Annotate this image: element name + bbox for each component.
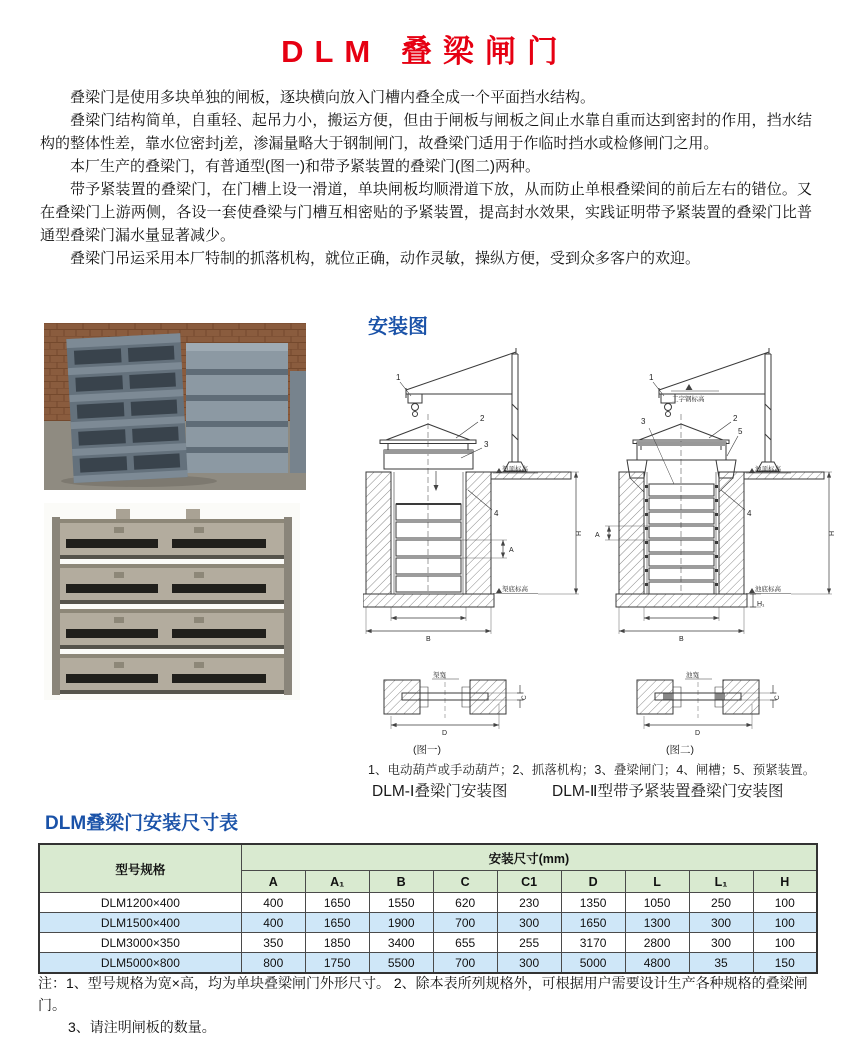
diagram-2-caption: DLM-Ⅱ型带予紧装置叠梁门安装图	[552, 783, 784, 800]
table-row	[39, 893, 817, 913]
value-cell: 230	[497, 893, 561, 913]
elevation-top-label: 池顶标高	[755, 466, 781, 473]
intro-paragraph: 叠梁门结构简单，自重轻、起吊力小，搬运方便，但由于闸板与闸板之间止水靠自重而达到密封的作用，挡水结构的整体性差，靠水位密封j差，渗漏量略大于钢制闸门，故叠梁门适用于作临时挡水或检修闸门之用。	[40, 112, 812, 152]
intro-paragraph: 带予紧装置的叠梁门，在门槽上设一滑道，单块闸板均顺滑道下放，从而防止单根叠梁间的前后左右的错位。又在叠梁门上游两侧，各设一套使叠梁与门槽互相密贴的予紧装置，提高封水效果，实践证明带予紧装置的叠梁门比普通型叠梁门漏水量显著减少。	[40, 181, 812, 244]
value-cell: 1750	[305, 953, 369, 974]
value-cell: 250	[689, 893, 753, 913]
model-cell: DLM3000×350	[39, 933, 241, 953]
table-row	[39, 933, 817, 953]
col-header: H	[753, 871, 817, 893]
value-cell: 1850	[305, 933, 369, 953]
callout-pretension: 5	[738, 427, 743, 436]
dim-b-label: B	[679, 636, 684, 643]
value-cell: 350	[241, 933, 305, 953]
elevation-bottom-label: 渠底标高	[502, 586, 528, 593]
col-header: C	[433, 871, 497, 893]
install-diagram-2	[595, 348, 836, 756]
product-photo-stacked-beams	[44, 503, 300, 700]
value-cell: 400	[241, 913, 305, 933]
model-cell: DLM1200×400	[39, 893, 241, 913]
install-diagram-1	[363, 348, 583, 756]
col-header: C1	[497, 871, 561, 893]
table-section-heading: DLM叠梁门安装尺寸表	[45, 813, 239, 834]
value-cell: 1650	[305, 913, 369, 933]
elevation-bottom-label: 池底标高	[755, 586, 781, 593]
col-group-header: 安装尺寸(mm)	[241, 844, 817, 871]
value-cell: 800	[241, 953, 305, 974]
value-cell: 100	[753, 913, 817, 933]
value-cell: 1900	[369, 913, 433, 933]
col-header: D	[561, 871, 625, 893]
intro-paragraph: 叠梁门吊运采用本厂特制的抓落机构，就位正确，动作灵敏，操纵方便，受到众多客户的欢迎。	[70, 250, 701, 267]
col-header-model: 型号规格	[39, 844, 241, 893]
value-cell: 1300	[625, 913, 689, 933]
intro-paragraph: 本厂生产的叠梁门，有普通型(图一)和带予紧装置的叠梁门(图二)两种。	[70, 158, 540, 175]
figure-1-label: (图一)	[413, 744, 441, 756]
plan-d-label: D	[442, 730, 448, 737]
value-cell: 4800	[625, 953, 689, 974]
intro-text	[40, 86, 812, 270]
value-cell: 3400	[369, 933, 433, 953]
value-cell: 100	[753, 933, 817, 953]
value-cell: 620	[433, 893, 497, 913]
value-cell: 1050	[625, 893, 689, 913]
diagram-1-caption: DLM-Ⅰ叠梁门安装图	[372, 783, 508, 800]
col-header: A₁	[305, 871, 369, 893]
value-cell: 35	[689, 953, 753, 974]
callout-grab: 2	[733, 414, 738, 423]
plan-c-label: C	[774, 695, 781, 700]
dim-b-label: B	[426, 636, 431, 643]
value-cell: 5500	[369, 953, 433, 974]
install-section-heading: 安装图	[368, 316, 428, 338]
value-cell: 255	[497, 933, 561, 953]
value-cell: 1650	[561, 913, 625, 933]
dimension-table	[38, 843, 818, 974]
value-cell: 700	[433, 913, 497, 933]
model-cell: DLM5000×800	[39, 953, 241, 974]
page-title: DLM 叠梁闸门	[281, 34, 569, 69]
callout-hoist: 1	[649, 373, 654, 382]
note-line-1: 注：1、型号规格为宽×高，均为单块叠梁闸门外形尺寸。 2、除本表所列规格外，可根据用户需要设计生产各种规格的叠梁闸门。	[38, 975, 808, 1013]
plan-d-label: D	[695, 730, 701, 737]
value-cell: 1350	[561, 893, 625, 913]
value-cell: 2800	[625, 933, 689, 953]
model-cell: DLM1500×400	[39, 913, 241, 933]
callout-grab: 2	[480, 414, 485, 423]
value-cell: 3170	[561, 933, 625, 953]
callout-slot: 4	[494, 509, 499, 518]
product-photo-gate-panels	[44, 323, 306, 490]
value-cell: 300	[497, 953, 561, 974]
value-cell: 300	[689, 933, 753, 953]
value-cell: 300	[689, 913, 753, 933]
plan-width-label: 池宽	[686, 672, 699, 679]
callout-slot: 4	[747, 509, 752, 518]
col-header: A	[241, 871, 305, 893]
dim-a-label: A	[509, 547, 514, 554]
value-cell: 700	[433, 953, 497, 974]
figure-2-label: (图二)	[666, 744, 694, 756]
value-cell: 1550	[369, 893, 433, 913]
col-header: B	[369, 871, 433, 893]
diagram-legend: 1、电动葫芦或手动葫芦；2、抓落机构；3、叠梁闸门；4、闸槽；5、预紧装置。	[368, 763, 816, 777]
callout-gate: 3	[641, 417, 646, 426]
value-cell: 150	[753, 953, 817, 974]
table-notes	[38, 972, 818, 1037]
table-row	[39, 913, 817, 933]
callout-gate: 3	[484, 440, 489, 449]
value-cell: 400	[241, 893, 305, 913]
col-header: L	[625, 871, 689, 893]
table-row	[39, 953, 817, 974]
plan-c-label: C	[521, 695, 528, 700]
note-line-2: 3、请注明闸板的数量。	[68, 1019, 216, 1035]
value-cell: 300	[497, 913, 561, 933]
col-header: L₁	[689, 871, 753, 893]
dim-h-label: H	[829, 530, 836, 536]
value-cell: 655	[433, 933, 497, 953]
value-cell: 1650	[305, 893, 369, 913]
installation-diagrams	[363, 342, 850, 757]
ibeam-elevation-label: 工字钢标高	[672, 396, 705, 403]
value-cell: 100	[753, 893, 817, 913]
intro-paragraph: 叠梁门是使用多块单独的闸板，逐块横向放入门槽内叠全成一个平面挡水结构。	[70, 89, 596, 106]
elevation-top-label: 渠顶标高	[502, 466, 528, 473]
dim-h-label: H	[576, 530, 583, 536]
dim-a-label: A	[595, 532, 600, 539]
plan-width-label: 渠宽	[433, 672, 446, 679]
dim-h1-label: H₁	[757, 601, 765, 608]
callout-hoist: 1	[396, 373, 401, 382]
value-cell: 5000	[561, 953, 625, 974]
